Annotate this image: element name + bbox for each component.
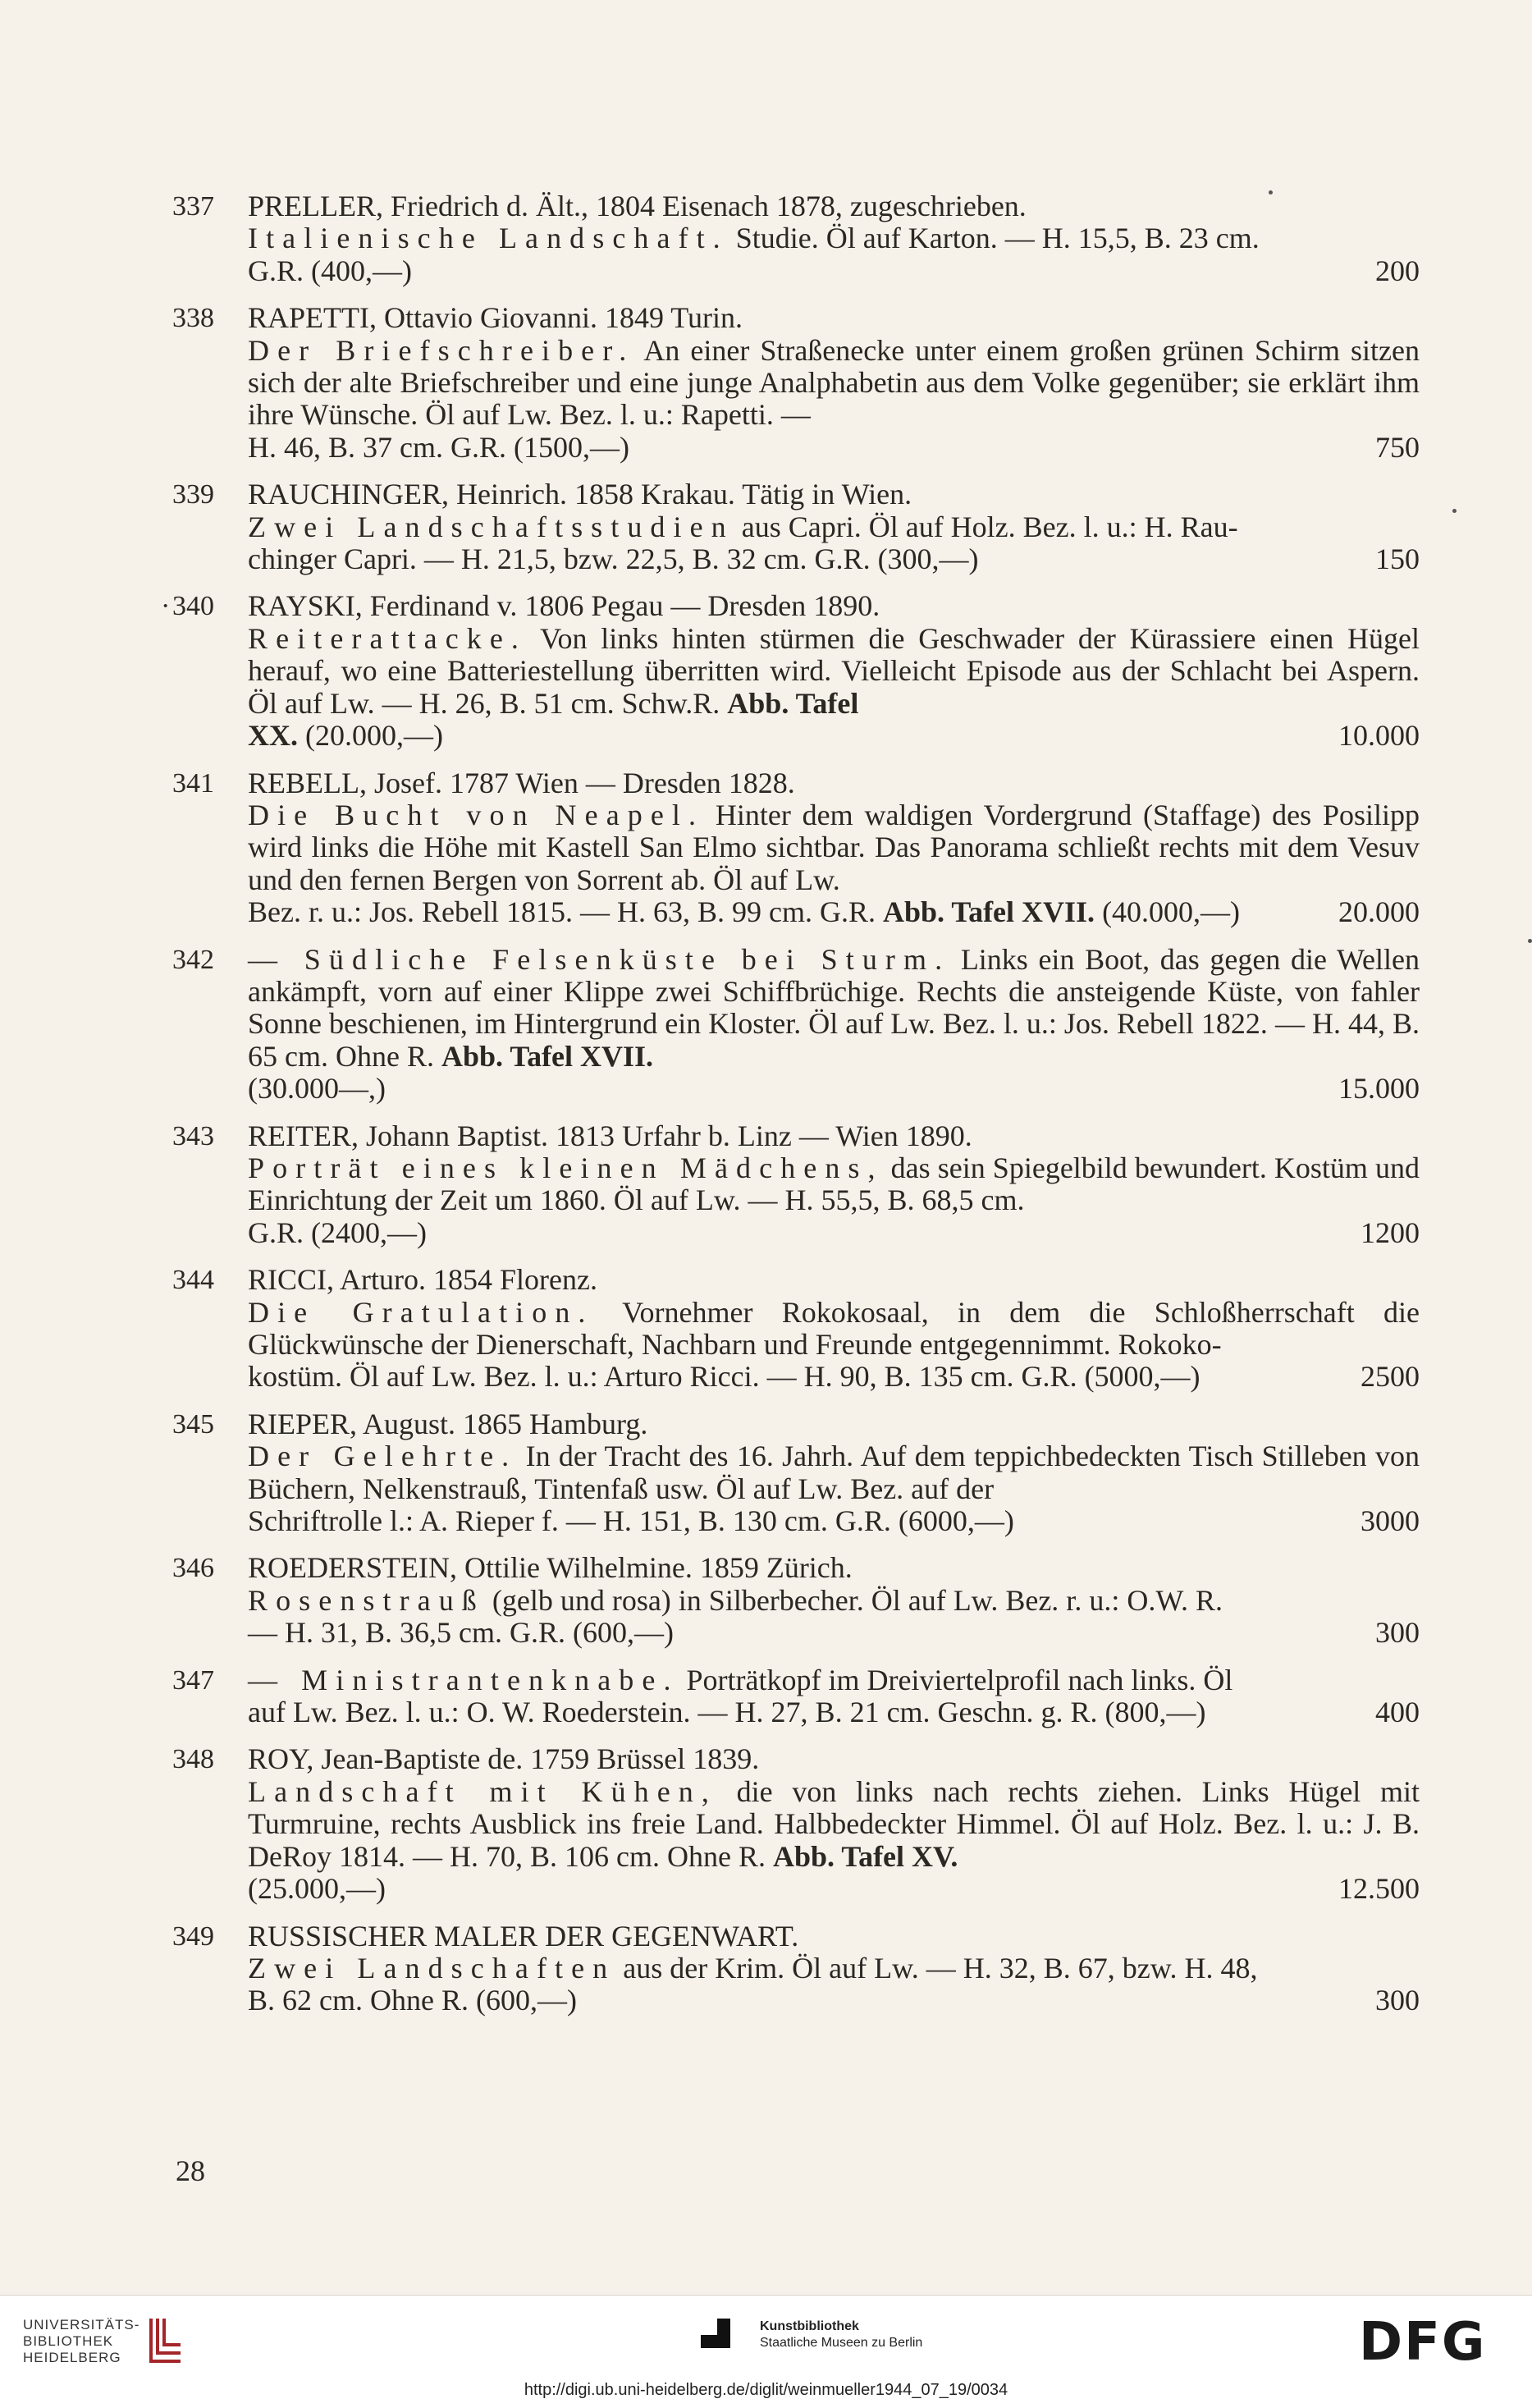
limit-price: 2500 (1361, 1360, 1420, 1394)
artwork-title: Porträt eines kleinen Mädchens, (248, 1151, 884, 1184)
description-text: Vornehmer Rokokosaal, in dem die Schloßherrschaft die Glückwünsche der Dienerschaft, Nachbarn und Freunde entgegennimmt. Rokoko- (248, 1295, 1420, 1361)
description-text: Von links hinten stürmen die Geschwader der Kürassiere einen Hügel herauf, wo eine Batteriestellung überritten wird. Vielleicht Episode aus der Schlacht bei Aspern. Öl auf Lw. — H. 26, B. 51 cm. Schw.R. Abb. Tafel (248, 621, 1420, 720)
artist-heading: RAPETTI, Ottavio Giovanni. 1849 Turin. (248, 301, 743, 335)
estimate-text: chinger Capri. — H. 21,5, bzw. 22,5, B. 32 cm. G.R. (300,—) (248, 542, 979, 576)
estimate-text: (30.000—,) (248, 1072, 386, 1106)
limit-price: 300 (1375, 1616, 1420, 1650)
entries-list (161, 190, 1420, 2032)
lot-number: 344 (172, 1265, 214, 1296)
catalogue-entry (172, 478, 1420, 575)
lot-number: 341 (172, 767, 214, 799)
lot-number: 347 (172, 1664, 214, 1696)
estimate-text: auf Lw. Bez. l. u.: O. W. Roederstein. — H. 27, B. 21 cm. Geschn. g. R. (800,—) (248, 1696, 1206, 1729)
entry-body (248, 944, 1420, 1106)
artwork-title: Die Bucht von Neapel. (248, 798, 705, 831)
estimate-text: — H. 31, B. 36,5 cm. G.R. (600,—) (248, 1616, 674, 1650)
price-line (248, 1873, 1420, 1905)
source-url[interactable]: http://digi.ub.uni-heidelberg.de/diglit/weinmueller1944_07_19/0034 (524, 2381, 1008, 2399)
artist-heading: RICCI, Arturo. 1854 Florenz. (248, 1263, 597, 1297)
artwork-title: Der Briefschreiber. (248, 333, 635, 367)
description (248, 1440, 1420, 1504)
estimate-text: kostüm. Öl auf Lw. Bez. l. u.: Arturo Ricci. — H. 90, B. 135 cm. G.R. (5000,—) (248, 1360, 1200, 1394)
entry-body (248, 478, 1420, 575)
catalogue-entry (172, 767, 1420, 929)
lot-number: 339 (172, 479, 214, 510)
lot-number: 342 (172, 944, 214, 975)
description (248, 799, 1420, 896)
description (248, 622, 1420, 720)
entry-body (248, 1264, 1420, 1394)
artwork-title: — Ministrantenknabe. (248, 1663, 679, 1696)
artist-heading: ROY, Jean-Baptiste de. 1759 Brüssel 1839. (248, 1742, 760, 1776)
estimate-text: Schriftrolle l.: A. Rieper f. — H. 151, B. 130 cm. G.R. (6000,—) (248, 1504, 1014, 1538)
limit-price: 750 (1375, 430, 1420, 464)
estimate-text: B. 62 cm. Ohne R. (600,—) (248, 1984, 577, 2017)
price-line (248, 1217, 1420, 1249)
catalogue-entry (172, 1264, 1420, 1394)
limit-price: 200 (1375, 254, 1420, 287)
description (248, 1151, 1420, 1216)
price-line (248, 255, 1420, 287)
limit-price: 20.000 (1338, 895, 1420, 929)
limit-price: 3000 (1361, 1504, 1420, 1538)
description-text: In der Tracht des 16. Jahrh. Auf dem teppichbedeckten Tisch Stilleben von Büchern, Nelkenstrauß, Tintenfaß usw. Öl auf Lw. Bez. auf der (248, 1440, 1420, 1505)
description (248, 1952, 1257, 1985)
price-line (248, 1617, 1420, 1649)
description (248, 1664, 1232, 1696)
kunstbibliothek-logo-icon (699, 2317, 732, 2350)
entry-body (248, 1920, 1420, 2017)
entry-body (248, 767, 1420, 929)
lot-number: 345 (172, 1408, 214, 1440)
catalogue-entry (172, 190, 1420, 287)
description-text: Links ein Boot, das gegen die Wellen ankämpft, vorn auf einer Klippe zwei Schiffbrüchige. Rechts die ansteigende Küste, von fahler Sonne beschienen, im Hintergrund ein Kloster. Öl auf Lw. Bez. l. u.: Jos. Rebell 1822. — H. 44, B. 65 cm. Ohne R. Abb. Tafel XVII. (248, 942, 1420, 1073)
estimate-text: G.R. (400,—) (248, 254, 412, 287)
price-line (248, 543, 1420, 575)
estimate-text: (25.000,—) (248, 1872, 386, 1906)
catalogue-entry (172, 1920, 1420, 2017)
artist-heading: RAYSKI, Ferdinand v. 1806 Pegau — Dresden 1890. (248, 589, 880, 623)
description (248, 334, 1420, 432)
description-text: An einer Straßenecke unter einem großen grünen Schirm sitzen sich der alte Briefschreiber und eine junge Analphabetin aus dem Volke gegenüber; sie erklärt ihm ihre Wünsche. Öl auf Lw. Bez. l. u.: Rapetti. — (248, 333, 1420, 432)
limit-price: 12.500 (1338, 1872, 1420, 1906)
price-line (248, 720, 1420, 752)
description (248, 943, 1420, 1073)
description-text: aus der Krim. Öl auf Lw. — H. 32, B. 67, bzw. H. 48, (615, 1951, 1258, 1985)
artist-heading: ROEDERSTEIN, Ottilie Wilhelmine. 1859 Zürich. (248, 1551, 853, 1585)
artist-heading: REITER, Johann Baptist. 1813 Urfahr b. Linz — Wien 1890. (248, 1119, 972, 1152)
catalogue-entry (172, 1120, 1420, 1250)
catalogue-entry (172, 1743, 1420, 1905)
price-line (248, 896, 1420, 928)
catalogue-entry (161, 589, 1420, 753)
price-line (248, 1985, 1420, 2017)
description-text: Porträtkopf im Dreiviertelprofil nach links. Öl (679, 1663, 1233, 1696)
artwork-title: Reiterattacke. (248, 621, 527, 655)
estimate-text: Bez. r. u.: Jos. Rebell 1815. — H. 63, B. 99 cm. G.R. Abb. Tafel XVII. (40.000,—) (248, 895, 1241, 929)
margin-dot-mark: · (161, 591, 171, 622)
price-line (248, 432, 1420, 464)
description (248, 1584, 1223, 1617)
catalogue-entry (172, 1664, 1420, 1729)
ub-heidelberg-label: UNIVERSITÄTS- BIBLIOTHEK HEIDELBERG (23, 2317, 140, 2365)
price-line (248, 1073, 1420, 1105)
estimate-text: XX. (20.000,—) (248, 719, 443, 753)
lot-number: 340 (172, 591, 214, 622)
estimate-text: H. 46, B. 37 cm. G.R. (1500,—) (248, 430, 629, 464)
artwork-title: Landschaft mit Kühen, (248, 1774, 717, 1808)
description (248, 1775, 1420, 1873)
lot-number: 346 (172, 1553, 214, 1584)
price-line (248, 1505, 1420, 1537)
limit-price: 300 (1375, 1984, 1420, 2017)
artwork-title: — Südliche Felsenküste bei Sturm. (248, 942, 951, 976)
limit-price: 1200 (1361, 1215, 1420, 1249)
catalogue-entry (172, 302, 1420, 464)
description-text: Studie. Öl auf Karton. — H. 15,5, B. 23 cm. (728, 222, 1260, 255)
catalogue-entry (172, 944, 1420, 1106)
estimate-text: G.R. (2400,—) (248, 1215, 427, 1249)
catalogue-entry (172, 1552, 1420, 1649)
description (248, 222, 1260, 254)
artwork-title: Zwei Landschaften (248, 1951, 616, 1985)
page-number: 28 (176, 2154, 205, 2187)
dfg-logo: DFG (1359, 2312, 1487, 2373)
lot-number: 348 (172, 1744, 214, 1775)
lot-number: 343 (172, 1120, 214, 1151)
entry-body (248, 1120, 1420, 1250)
limit-price: 400 (1375, 1696, 1420, 1729)
kunstbibliothek-label: Kunstbibliothek Staatliche Museen zu Berlin (760, 2319, 923, 2350)
artist-heading: RAUCHINGER, Heinrich. 1858 Krakau. Tätig in Wien. (248, 478, 912, 511)
description (248, 1296, 1420, 1361)
price-line (248, 1361, 1420, 1393)
limit-price: 15.000 (1338, 1072, 1420, 1106)
lot-number: 338 (172, 303, 214, 334)
description-text: (gelb und rosa) in Silberbecher. Öl auf Lw. Bez. r. u.: O.W. R. (484, 1583, 1223, 1617)
description-text: die von links nach rechts ziehen. Links Hügel mit Turmruine, rechts Ausblick ins freie Land. Halbbedeckter Himmel. Öl auf Holz. Bez. l. u.: J. B. DeRoy 1814. — H. 70, B. 106 cm. Ohne R. Abb. Tafel XV. (248, 1774, 1420, 1873)
entry-body (248, 302, 1420, 464)
artwork-title: Italienische Landschaft. (248, 222, 729, 255)
entry-body (248, 1552, 1420, 1649)
price-line (248, 1696, 1420, 1728)
artist-heading: RUSSISCHER MALER DER GEGENWART. (248, 1919, 799, 1952)
artist-heading: RIEPER, August. 1865 Hamburg. (248, 1407, 648, 1440)
artwork-title: Der Gelehrte. (248, 1440, 518, 1473)
entry-body (248, 590, 1420, 752)
entry-body (248, 1408, 1420, 1538)
limit-price: 150 (1375, 542, 1420, 576)
artwork-title: Rosenstrauß (248, 1583, 485, 1617)
artwork-title: Zwei Landschaftsstudien (248, 510, 734, 543)
entry-body (248, 1664, 1420, 1729)
footer-bar (0, 2295, 1532, 2408)
description (248, 510, 1238, 543)
description-text: Hinter dem waldigen Vordergrund (Staffage) des Posilipp wird links die Höhe mit Kastell San Elmo sichtbar. Das Panorama schließt rechts mit dem Vesuv und den fernen Bergen von Sorrent ab. Öl auf Lw. (248, 798, 1420, 896)
artwork-title: Die Gratulation. (248, 1295, 594, 1329)
ub-heidelberg-logo-icon (148, 2315, 184, 2365)
artist-heading: PRELLER, Friedrich d. Ält., 1804 Eisenach 1878, zugeschrieben. (248, 190, 1027, 222)
limit-price: 10.000 (1338, 719, 1420, 753)
entry-body (248, 1743, 1420, 1905)
lot-number: 337 (172, 191, 214, 222)
artist-heading: REBELL, Josef. 1787 Wien — Dresden 1828. (248, 766, 795, 799)
entry-body (248, 190, 1420, 287)
catalogue-entry (172, 1408, 1420, 1538)
lot-number: 349 (172, 1920, 214, 1952)
description-text: aus Capri. Öl auf Holz. Bez. l. u.: H. Rau- (734, 510, 1238, 543)
description-text: das sein Spiegelbild bewundert. Kostüm und Einrichtung der Zeit um 1860. Öl auf Lw. — H. 55,5, B. 68,5 cm. (248, 1151, 1420, 1217)
